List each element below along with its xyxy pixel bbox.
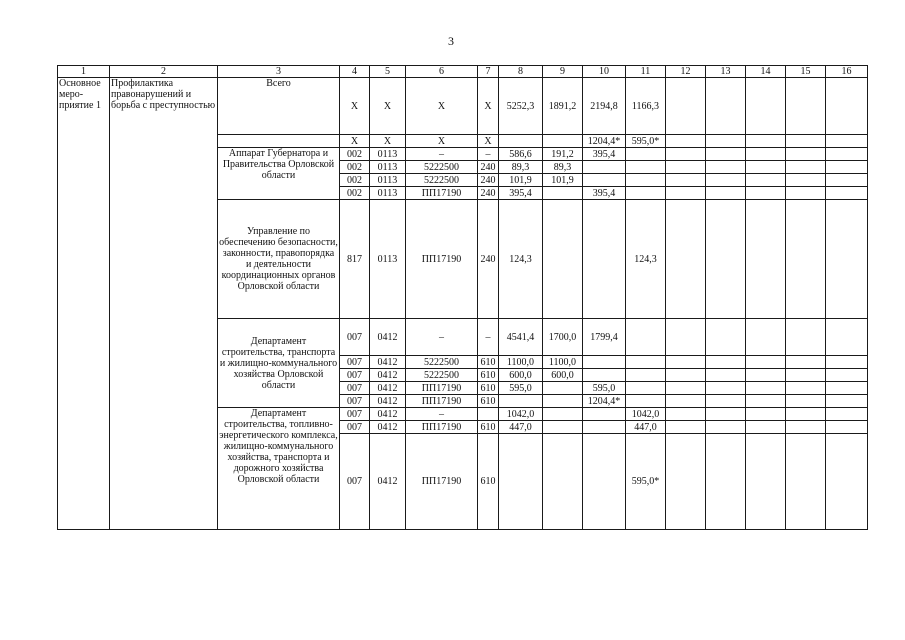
- empty-cell: [786, 369, 826, 382]
- table-cell: 610: [478, 434, 499, 530]
- table-cell: 610: [478, 356, 499, 369]
- column-number: 13: [706, 66, 746, 78]
- empty-cell: [746, 148, 786, 161]
- table-cell: [543, 434, 583, 530]
- empty-cell: [666, 369, 706, 382]
- empty-cell: [746, 161, 786, 174]
- table-cell: 447,0: [499, 421, 543, 434]
- table-cell: X: [370, 78, 406, 135]
- table-cell: 002: [340, 161, 370, 174]
- empty-cell: [786, 382, 826, 395]
- table-cell: 1042,0: [499, 408, 543, 421]
- empty-cell: [746, 356, 786, 369]
- empty-cell: [218, 135, 340, 148]
- empty-cell: [666, 408, 706, 421]
- table-cell: 007: [340, 382, 370, 395]
- empty-cell: [786, 421, 826, 434]
- table-cell: [583, 356, 626, 369]
- empty-cell: [706, 369, 746, 382]
- executor-cell: Департамент строительства, транспорта и жилищно-коммунального хозяйства Орловской области: [218, 319, 340, 408]
- table-cell: X: [340, 135, 370, 148]
- table-cell: 89,3: [499, 161, 543, 174]
- page-number: 3: [448, 34, 454, 48]
- table-cell: [499, 434, 543, 530]
- empty-cell: [666, 421, 706, 434]
- empty-cell: [786, 135, 826, 148]
- empty-cell: [826, 408, 868, 421]
- table-cell: 5222500: [406, 174, 478, 187]
- table-cell: [583, 200, 626, 319]
- table-cell: [626, 382, 666, 395]
- table-cell: [543, 382, 583, 395]
- empty-cell: [746, 200, 786, 319]
- table-cell: X: [478, 135, 499, 148]
- empty-cell: [826, 369, 868, 382]
- empty-cell: [666, 434, 706, 530]
- table-cell: ПП17190: [406, 187, 478, 200]
- measure-name-cell: Профилактика правонарушений и борьба с преступностью: [110, 78, 218, 530]
- table-cell: 0412: [370, 395, 406, 408]
- empty-cell: [826, 434, 868, 530]
- table-cell: 1799,4: [583, 319, 626, 356]
- table-cell: ПП17190: [406, 434, 478, 530]
- empty-cell: [706, 395, 746, 408]
- budget-table: [57, 65, 868, 530]
- table-cell: X: [340, 78, 370, 135]
- empty-cell: [826, 174, 868, 187]
- table-cell: ПП17190: [406, 395, 478, 408]
- table-cell: 240: [478, 161, 499, 174]
- table-cell: 1166,3: [626, 78, 666, 135]
- table-cell: [583, 434, 626, 530]
- table-cell: X: [406, 78, 478, 135]
- table-cell: 0412: [370, 434, 406, 530]
- table-cell: 0113: [370, 148, 406, 161]
- table-cell: 586,6: [499, 148, 543, 161]
- empty-cell: [786, 319, 826, 356]
- table-cell: 0113: [370, 187, 406, 200]
- empty-cell: [786, 174, 826, 187]
- table-cell: 124,3: [499, 200, 543, 319]
- table-cell: 002: [340, 174, 370, 187]
- table-cell: –: [406, 148, 478, 161]
- empty-cell: [746, 421, 786, 434]
- column-number: 12: [666, 66, 706, 78]
- table-cell: 007: [340, 434, 370, 530]
- table-cell: 101,9: [543, 174, 583, 187]
- empty-cell: [746, 434, 786, 530]
- table-cell: –: [406, 319, 478, 356]
- table-cell: 0412: [370, 319, 406, 356]
- table-cell: [478, 408, 499, 421]
- empty-cell: [746, 369, 786, 382]
- table-row: [58, 78, 868, 135]
- empty-cell: [706, 187, 746, 200]
- empty-cell: [826, 135, 868, 148]
- table-cell: [626, 187, 666, 200]
- table-cell: 610: [478, 382, 499, 395]
- empty-cell: [746, 78, 786, 135]
- empty-cell: [786, 187, 826, 200]
- executor-cell: Департамент строительства, топливно-энергетического комплекса, жилищно-коммунального хозяйства, транспорта и дорожного хозяйства Орловской области: [218, 408, 340, 530]
- empty-cell: [826, 382, 868, 395]
- table-cell: 4541,4: [499, 319, 543, 356]
- table-cell: [499, 395, 543, 408]
- table-cell: 447,0: [626, 421, 666, 434]
- empty-cell: [706, 148, 746, 161]
- table-cell: [543, 135, 583, 148]
- empty-cell: [746, 319, 786, 356]
- empty-cell: [826, 395, 868, 408]
- table-cell: 5252,3: [499, 78, 543, 135]
- table-cell: 610: [478, 395, 499, 408]
- empty-cell: [826, 356, 868, 369]
- empty-cell: [746, 174, 786, 187]
- table-cell: [499, 135, 543, 148]
- table-cell: 007: [340, 421, 370, 434]
- table-cell: 5222500: [406, 369, 478, 382]
- empty-cell: [826, 200, 868, 319]
- column-number: 15: [786, 66, 826, 78]
- column-number: 1: [58, 66, 110, 78]
- table-cell: 600,0: [543, 369, 583, 382]
- table-cell: 610: [478, 369, 499, 382]
- table-cell: –: [478, 319, 499, 356]
- table-cell: 240: [478, 200, 499, 319]
- table-cell: ПП17190: [406, 382, 478, 395]
- table-cell: 395,4: [499, 187, 543, 200]
- empty-cell: [786, 161, 826, 174]
- column-number: 11: [626, 66, 666, 78]
- empty-cell: [706, 434, 746, 530]
- empty-cell: [666, 174, 706, 187]
- table-cell: [626, 395, 666, 408]
- empty-cell: [666, 161, 706, 174]
- column-number: 2: [110, 66, 218, 78]
- table-cell: [583, 161, 626, 174]
- empty-cell: [706, 135, 746, 148]
- empty-cell: [786, 148, 826, 161]
- table-cell: 1891,2: [543, 78, 583, 135]
- table-cell: 007: [340, 319, 370, 356]
- table-cell: 1204,4*: [583, 395, 626, 408]
- empty-cell: [666, 78, 706, 135]
- table-cell: –: [406, 408, 478, 421]
- table-cell: 191,2: [543, 148, 583, 161]
- table-cell: 595,0*: [626, 135, 666, 148]
- table-cell: 002: [340, 148, 370, 161]
- measure-cell: Основное меро-приятие 1: [58, 78, 110, 530]
- empty-cell: [826, 161, 868, 174]
- empty-cell: [786, 434, 826, 530]
- table-cell: [626, 356, 666, 369]
- table-cell: 1100,0: [499, 356, 543, 369]
- table-cell: –: [478, 148, 499, 161]
- table-cell: ПП17190: [406, 421, 478, 434]
- table-cell: 240: [478, 174, 499, 187]
- empty-cell: [666, 200, 706, 319]
- column-number: 4: [340, 66, 370, 78]
- table-cell: [626, 369, 666, 382]
- table-cell: [583, 369, 626, 382]
- table-cell: [626, 319, 666, 356]
- table-cell: 0113: [370, 200, 406, 319]
- table-cell: 0412: [370, 369, 406, 382]
- empty-cell: [786, 78, 826, 135]
- table-cell: [626, 148, 666, 161]
- column-number: 3: [218, 66, 340, 78]
- table-cell: X: [478, 78, 499, 135]
- table-cell: 0412: [370, 356, 406, 369]
- column-number: 10: [583, 66, 626, 78]
- empty-cell: [666, 356, 706, 369]
- table-cell: 595,0: [583, 382, 626, 395]
- table-cell: 595,0*: [626, 434, 666, 530]
- table-cell: [583, 174, 626, 187]
- table-cell: 2194,8: [583, 78, 626, 135]
- table-cell: 1204,4*: [583, 135, 626, 148]
- table-cell: 0113: [370, 161, 406, 174]
- empty-cell: [746, 187, 786, 200]
- column-number: 9: [543, 66, 583, 78]
- table-cell: 0113: [370, 174, 406, 187]
- empty-cell: [706, 78, 746, 135]
- table-cell: ПП17190: [406, 200, 478, 319]
- table-cell: [543, 395, 583, 408]
- table-cell: 1100,0: [543, 356, 583, 369]
- empty-cell: [706, 356, 746, 369]
- total-label: Всего: [218, 78, 340, 135]
- table-cell: 002: [340, 187, 370, 200]
- column-number-row: [58, 66, 868, 78]
- empty-cell: [706, 161, 746, 174]
- table-cell: 0412: [370, 382, 406, 395]
- empty-cell: [666, 135, 706, 148]
- table-cell: 600,0: [499, 369, 543, 382]
- table-cell: [583, 421, 626, 434]
- table-cell: 395,4: [583, 148, 626, 161]
- empty-cell: [666, 148, 706, 161]
- table-cell: [543, 187, 583, 200]
- table-cell: 007: [340, 408, 370, 421]
- empty-cell: [826, 148, 868, 161]
- table-cell: [626, 161, 666, 174]
- table-cell: 1700,0: [543, 319, 583, 356]
- column-number: 6: [406, 66, 478, 78]
- table-cell: [543, 421, 583, 434]
- empty-cell: [706, 408, 746, 421]
- empty-cell: [706, 319, 746, 356]
- empty-cell: [746, 408, 786, 421]
- table-cell: [543, 200, 583, 319]
- executor-cell: Управление по обеспечению безопасности, законности, правопорядка и деятельности координационных органов Орловской области: [218, 200, 340, 319]
- empty-cell: [706, 382, 746, 395]
- executor-cell: Аппарат Губернатора и Правительства Орловской области: [218, 148, 340, 200]
- table-cell: [543, 408, 583, 421]
- empty-cell: [826, 319, 868, 356]
- table-cell: 124,3: [626, 200, 666, 319]
- empty-cell: [666, 382, 706, 395]
- column-number: 5: [370, 66, 406, 78]
- table-cell: 89,3: [543, 161, 583, 174]
- empty-cell: [786, 395, 826, 408]
- table-cell: X: [406, 135, 478, 148]
- empty-cell: [666, 395, 706, 408]
- table-cell: 007: [340, 369, 370, 382]
- empty-cell: [786, 408, 826, 421]
- table-cell: 610: [478, 421, 499, 434]
- empty-cell: [706, 200, 746, 319]
- table-cell: 395,4: [583, 187, 626, 200]
- table-cell: 595,0: [499, 382, 543, 395]
- column-number: 8: [499, 66, 543, 78]
- table-cell: 007: [340, 356, 370, 369]
- empty-cell: [826, 78, 868, 135]
- empty-cell: [666, 187, 706, 200]
- table-cell: 0412: [370, 408, 406, 421]
- column-number: 7: [478, 66, 499, 78]
- empty-cell: [746, 135, 786, 148]
- table-cell: 1042,0: [626, 408, 666, 421]
- empty-cell: [786, 356, 826, 369]
- empty-cell: [746, 382, 786, 395]
- table-cell: 240: [478, 187, 499, 200]
- table-cell: 5222500: [406, 356, 478, 369]
- table-cell: X: [370, 135, 406, 148]
- empty-cell: [786, 200, 826, 319]
- column-number: 16: [826, 66, 868, 78]
- column-number: 14: [746, 66, 786, 78]
- table-cell: 101,9: [499, 174, 543, 187]
- empty-cell: [706, 421, 746, 434]
- table-cell: [626, 174, 666, 187]
- empty-cell: [666, 319, 706, 356]
- table-cell: [583, 408, 626, 421]
- empty-cell: [826, 421, 868, 434]
- table-cell: 0412: [370, 421, 406, 434]
- table-cell: 817: [340, 200, 370, 319]
- table-cell: 5222500: [406, 161, 478, 174]
- table-cell: 007: [340, 395, 370, 408]
- empty-cell: [706, 174, 746, 187]
- empty-cell: [746, 395, 786, 408]
- empty-cell: [826, 187, 868, 200]
